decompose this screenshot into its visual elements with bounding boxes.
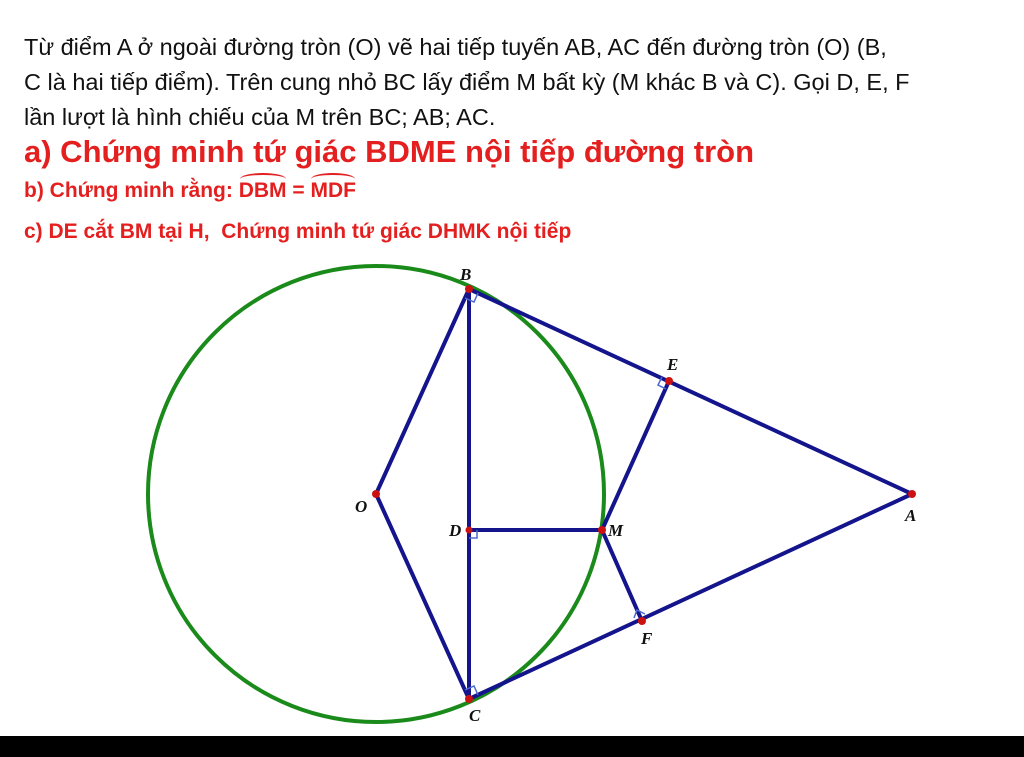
bottom-black-bar: [0, 736, 1024, 757]
point-c: [465, 695, 473, 703]
tangent-ab: [469, 289, 912, 494]
segment-ob: [376, 289, 469, 494]
problem-line: Từ điểm A ở ngoài đường tròn (O) vẽ hai tiếp tuyến AB, AC đến đường tròn (O) (B,: [24, 34, 887, 60]
label-m: M: [608, 521, 624, 540]
segment-mf: [602, 530, 642, 621]
segment-me: [602, 381, 669, 530]
point-e: [665, 377, 673, 385]
part-c-suffix: Chứng minh tứ giác DHMK nội tiếp: [221, 220, 572, 243]
label-e: E: [667, 355, 679, 374]
angle-dbm: DBM: [238, 179, 287, 202]
part-a-heading: a) Chứng minh tứ giác BDME nội tiếp đường tròn: [24, 134, 754, 169]
point-f: [638, 617, 646, 625]
problem-line: lần lượt là hình chiếu của M trên BC; AB; AC.: [24, 104, 496, 130]
part-c-prefix: c) DE cắt BM tại H,: [24, 220, 210, 243]
label-a: A: [905, 506, 917, 525]
label-o: O: [355, 497, 368, 516]
point-o: [372, 490, 380, 498]
point-m: [598, 526, 606, 534]
equals-sign: =: [286, 179, 311, 202]
label-f: F: [641, 629, 653, 648]
tangent-ac: [469, 494, 912, 699]
label-d: D: [449, 521, 462, 540]
problem-line: C là hai tiếp điểm). Trên cung nhỏ BC lấy điểm M bất kỳ (M khác B và C). Gọi D, E, F: [24, 69, 910, 95]
point-b: [465, 285, 473, 293]
angle-mdf: MDF: [310, 179, 356, 202]
point-d: [466, 527, 473, 534]
label-c: C: [469, 706, 481, 725]
point-a: [908, 490, 916, 498]
label-b: B: [460, 265, 472, 284]
part-b-prefix: b) Chứng minh rằng:: [24, 179, 239, 202]
